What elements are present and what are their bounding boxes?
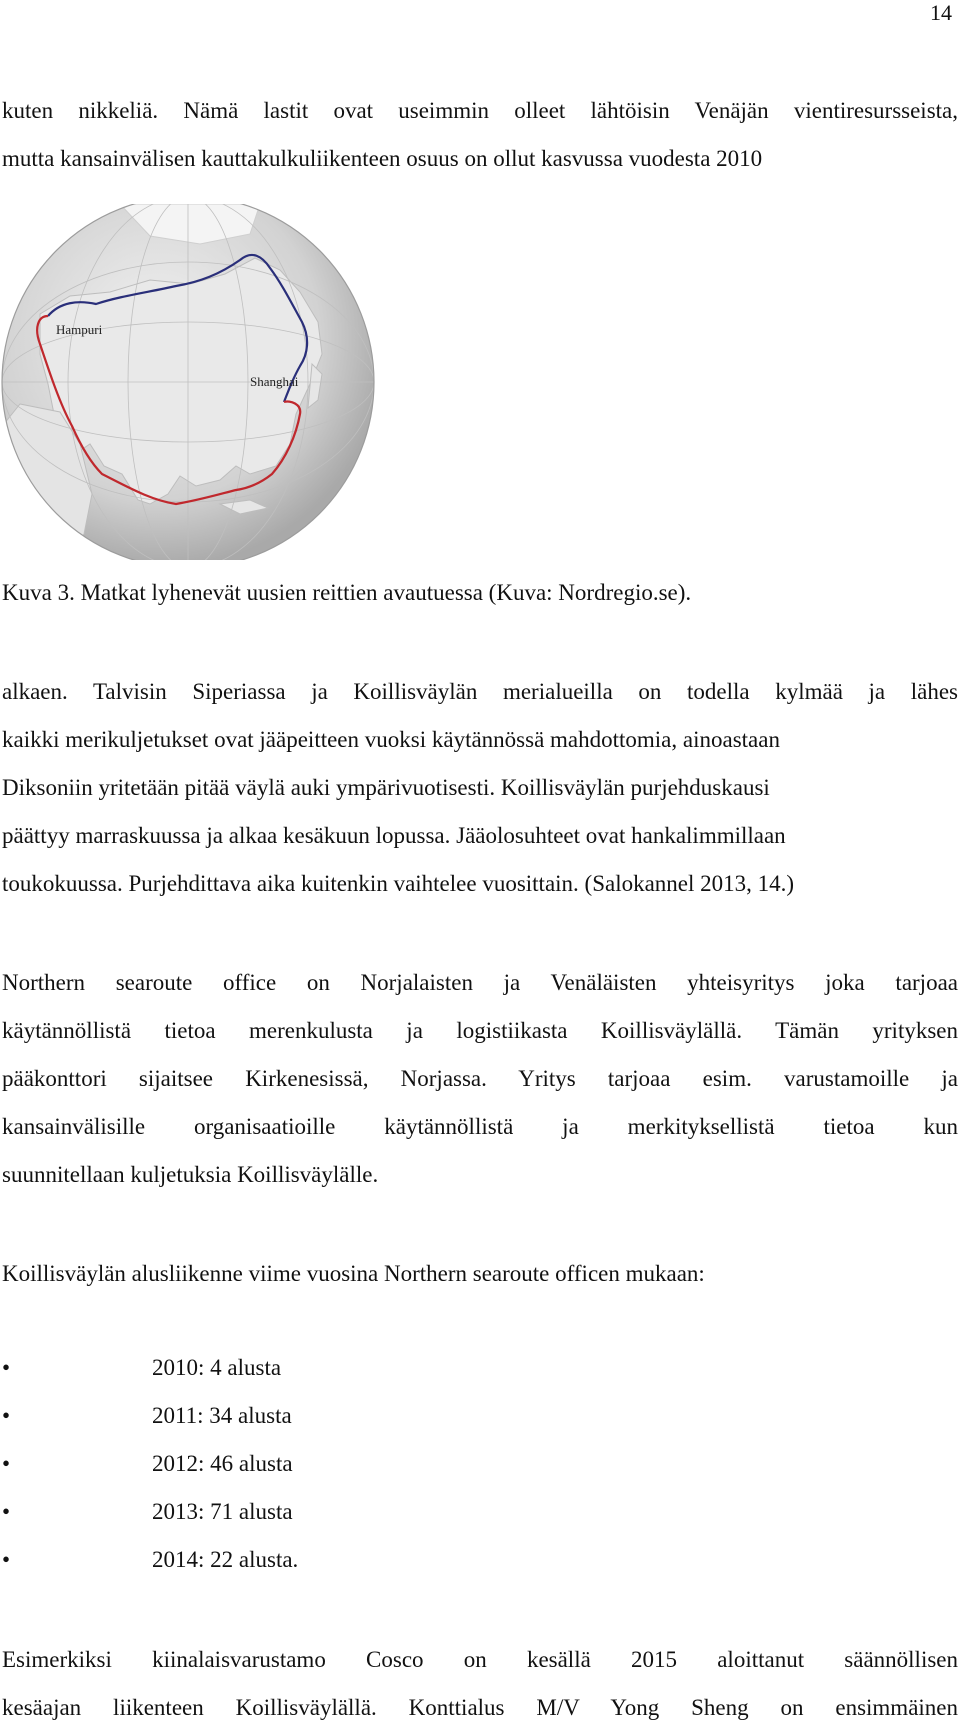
page-number: 14	[930, 0, 952, 25]
bullet-icon: •	[2, 1355, 11, 1380]
list-item-text: 2013: 71 alusta	[152, 1499, 293, 1524]
list-item-text: 2014: 22 alusta.	[152, 1547, 299, 1572]
list-item	[2, 1344, 602, 1392]
list-item-text: 2012: 46 alusta	[152, 1451, 293, 1476]
text-line: Esimerkiksi kiinalaisvarustamo Cosco on kesällä 2015 aloittanut säännöllisen	[2, 1647, 958, 1672]
text-line: Northern searoute office on Norjalaisten ja Venäläisten yhteisyritys joka tarjoaa	[2, 970, 958, 995]
text-line: toukokuussa. Purjehdittava aika kuitenkin vaihtelee vuosittain. (Salokannel 2013, 14.)	[2, 871, 795, 896]
list-item	[2, 1488, 602, 1536]
list-item	[2, 1392, 602, 1440]
text-line: kansainvälisille organisaatioille käytännöllistä ja merkityksellistä tietoa kun	[2, 1114, 958, 1139]
vessel-traffic-list	[2, 1344, 602, 1584]
text-line: Koillisväylän alusliikenne viime vuosina Northern searoute officen mukaan:	[2, 1261, 705, 1286]
text-line: alkaen. Talvisin Siperiassa ja Koillisväylän merialueilla on todella kylmää ja lähes	[2, 679, 958, 704]
text-line: käytännöllistä tietoa merenkulusta ja logistiikasta Koillisväylällä. Tämän yrityksen	[2, 1018, 958, 1043]
list-item-text: 2010: 4 alusta	[152, 1355, 282, 1380]
globe-map-image	[0, 204, 376, 560]
bullet-icon: •	[2, 1547, 11, 1572]
paragraph-4	[2, 1636, 958, 1732]
text-line: mutta kansainvälisen kauttakulkuliikenteen osuus on ollut kasvussa vuodesta 2010	[2, 146, 763, 171]
paragraph-2	[2, 959, 958, 1199]
bullet-icon: •	[2, 1499, 11, 1524]
text-line: päättyy marraskuussa ja alkaa kesäkuun lopussa. Jääolosuhteet ovat hankalimmillaan	[2, 823, 786, 848]
bullet-icon: •	[2, 1403, 11, 1428]
list-item-text: 2011: 34 alusta	[152, 1403, 292, 1428]
paragraph-3	[2, 1250, 958, 1298]
text-line: kaikki merikuljetukset ovat jääpeitteen vuoksi käytännössä mahdottomia, ainoastaan	[2, 727, 780, 752]
text-line: kesäajan liikenteen Koillisväylällä. Konttialus M/V Yong Sheng on ensimmäinen	[2, 1695, 958, 1720]
shanghai-label: Shanghai	[250, 374, 299, 389]
intro-paragraph	[2, 87, 958, 183]
list-item	[2, 1440, 602, 1488]
hamburg-label: Hampuri	[56, 322, 103, 337]
text-line: suunnitellaan kuljetuksia Koillisväylälle.	[2, 1162, 379, 1187]
list-item	[2, 1536, 602, 1584]
text-line: pääkonttori sijaitsee Kirkenesissä, Norjassa. Yritys tarjoaa esim. varustamoille ja	[2, 1066, 958, 1091]
paragraph-1	[2, 668, 958, 908]
figure-caption: Kuva 3. Matkat lyhenevät uusien reittien avautuessa (Kuva: Nordregio.se).	[2, 580, 692, 605]
text-line: Diksoniin yritetään pitää väylä auki ympärivuotisesti. Koillisväylän purjehduskausi	[2, 775, 770, 800]
globe-map-figure	[0, 204, 376, 560]
text-line: kuten nikkeliä. Nämä lastit ovat useimmin olleet lähtöisin Venäjän vientiresursseista,	[2, 98, 958, 123]
bullet-icon: •	[2, 1451, 11, 1476]
